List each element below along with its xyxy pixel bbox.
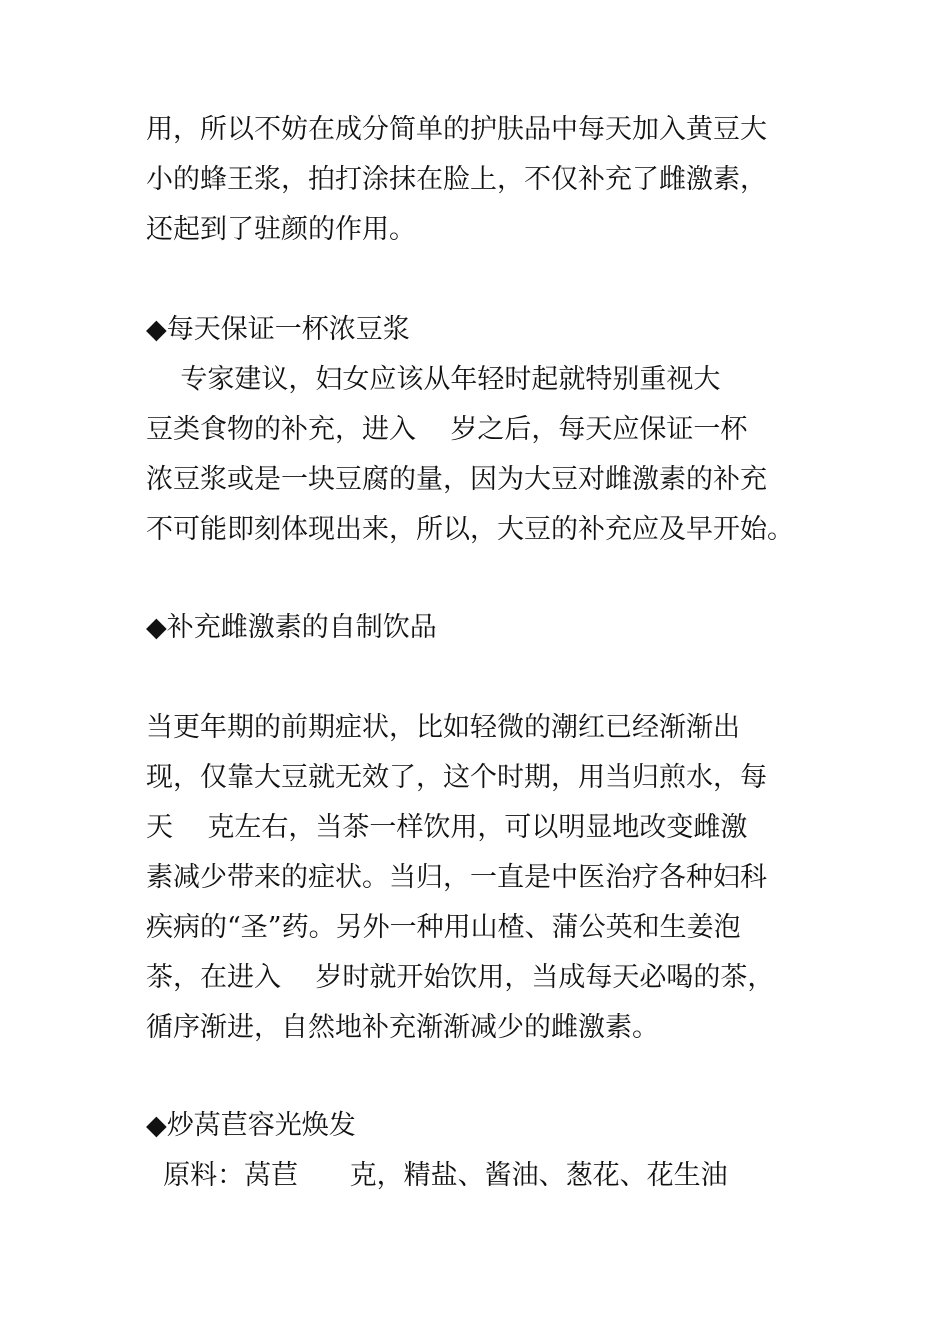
section2-line-5: 疾病的“圣”药。另外一种用山楂、蒲公英和生姜泡	[146, 912, 741, 943]
intro-line-2: 小的蜂王浆，拍打涂抹在脸上，不仅补充了雌激素，	[146, 164, 767, 195]
section3-line-1: 原料：莴苣 克，精盐、酱油、葱花、花生油	[146, 1160, 728, 1191]
section2-line-6: 茶，在进入 岁时就开始饮用，当成每天必喝的茶，	[146, 962, 775, 993]
section1-line-2: 豆类食物的补充，进入 岁之后，每天应保证一杯	[146, 414, 748, 445]
intro-line-1: 用，所以不妨在成分简单的护肤品中每天加入黄豆大	[146, 114, 767, 145]
section-heading-lettuce: ◆炒莴苣容光焕发	[146, 1110, 356, 1141]
section1-line-1: 专家建议，妇女应该从年轻时起就特别重视大	[146, 364, 721, 395]
section1-line-3: 浓豆浆或是一块豆腐的量，因为大豆对雌激素的补充	[146, 464, 767, 495]
section2-line-7: 循序渐进，自然地补充渐渐减少的雌激素。	[146, 1012, 659, 1043]
section2-line-3: 天 克左右，当茶一样饮用，可以明显地改变雌激	[146, 812, 748, 843]
section2-line-2: 现，仅靠大豆就无效了，这个时期，用当归煎水，每	[146, 762, 767, 793]
section1-line-4: 不可能即刻体现出来，所以，大豆的补充应及早开始。	[146, 514, 794, 545]
intro-line-3: 还起到了驻颜的作用。	[146, 214, 416, 245]
section-heading-soy-milk: ◆每天保证一杯浓豆浆	[146, 314, 410, 345]
section2-line-1: 当更年期的前期症状，比如轻微的潮红已经渐渐出	[146, 712, 740, 743]
section-heading-drinks: ◆补充雌激素的自制饮品	[146, 612, 437, 643]
section2-line-4: 素减少带来的症状。当归，一直是中医治疗各种妇科	[146, 862, 767, 893]
